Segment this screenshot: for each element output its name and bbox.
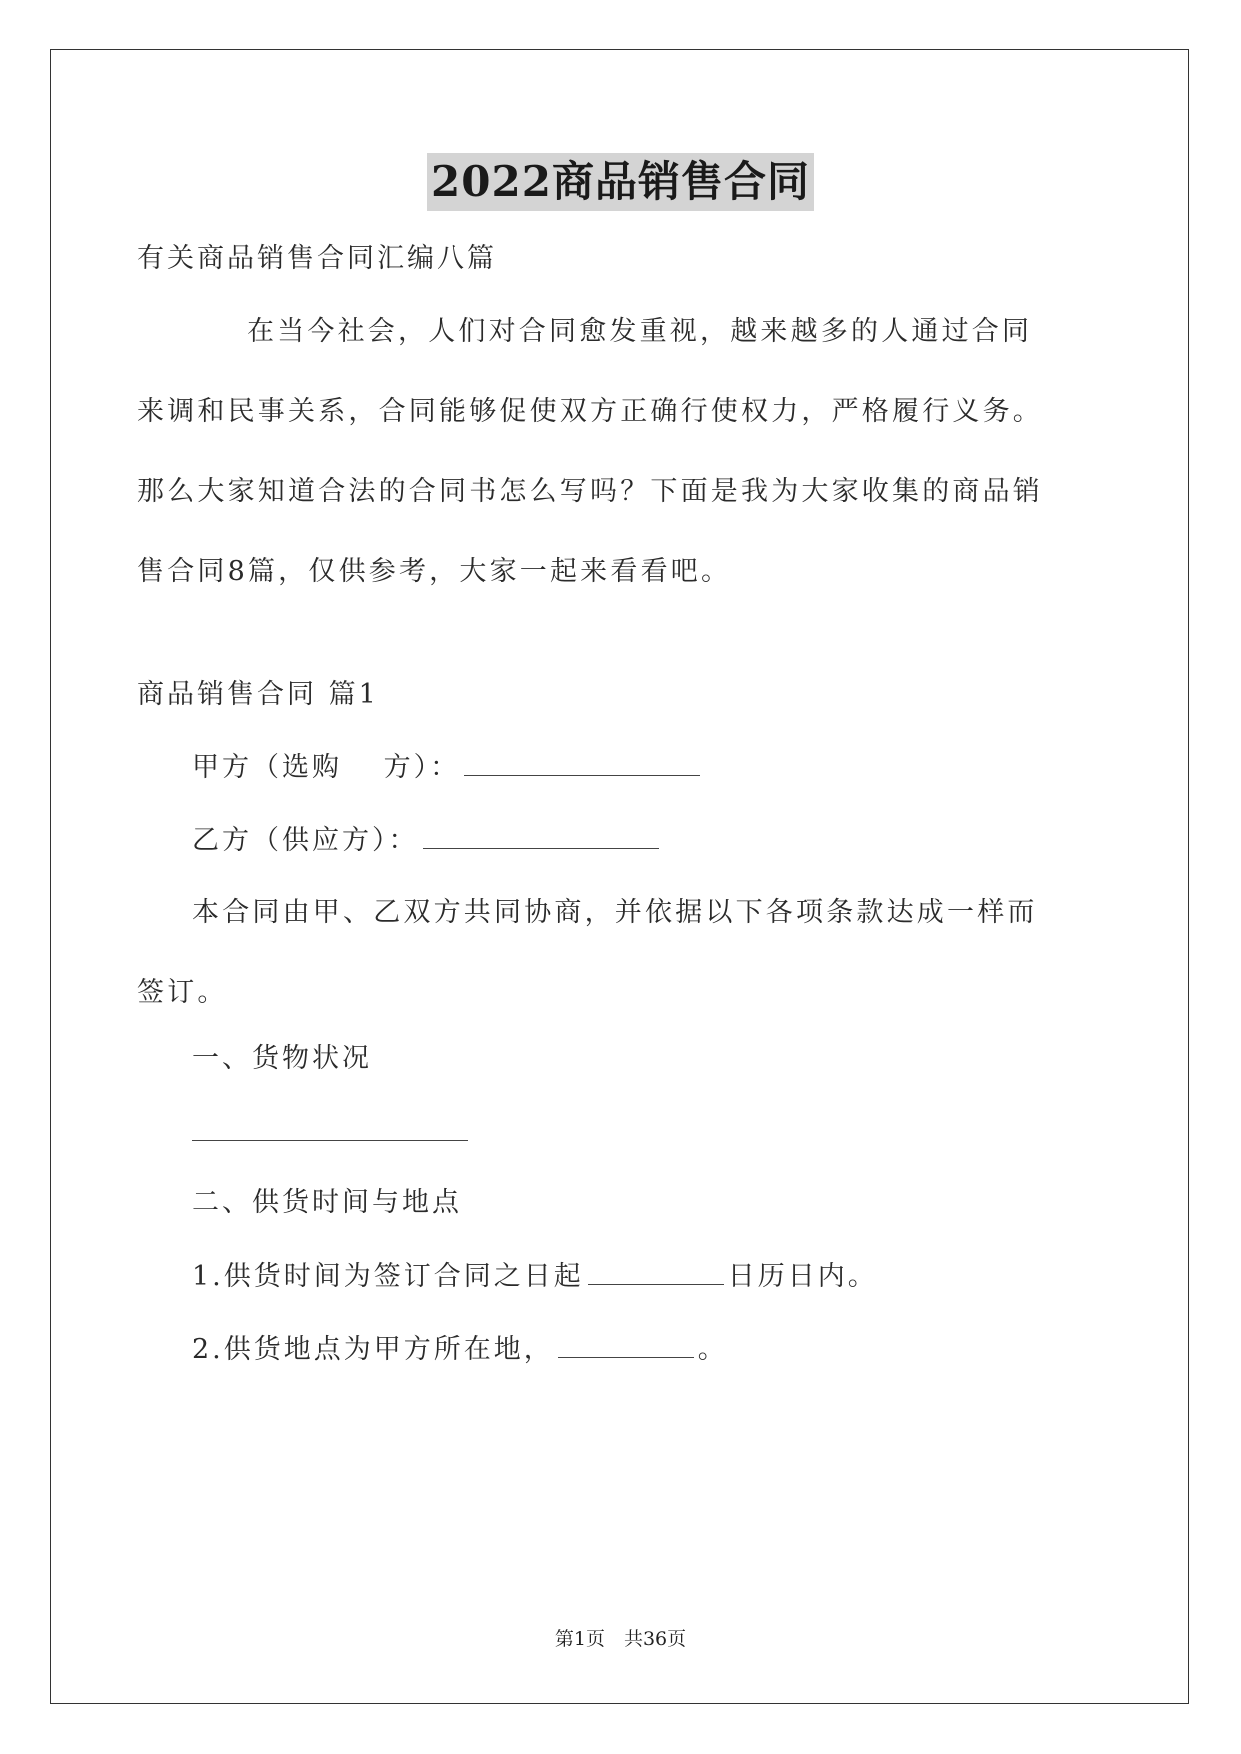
clause-2-item-2 xyxy=(192,1330,728,1370)
item-2-suffix: 。 xyxy=(697,1334,728,1365)
page-footer: 第1页 共36页 xyxy=(554,1628,687,1650)
item-2-text: 2.供货地点为甲方所在地， xyxy=(192,1334,554,1365)
intro-line-2: 来调和民事关系，合同能够促使双方正确行使权力，严格履行义务。 xyxy=(137,396,1043,427)
party-a-blank[interactable] xyxy=(464,751,700,776)
clause-2-heading: 二、供货时间与地点 xyxy=(192,1187,462,1218)
item-1-text: 1.供货时间为签订合同之日起 xyxy=(192,1261,584,1292)
page-border xyxy=(50,49,1189,1704)
intro-paragraph xyxy=(137,312,1073,632)
document-title: 2022商品销售合同 xyxy=(427,153,814,211)
section-heading: 商品销售合同 篇1 xyxy=(137,679,379,710)
party-a-label: 甲方（选购 方）： xyxy=(192,752,461,783)
party-a-line xyxy=(192,748,704,788)
party-b-line xyxy=(192,821,663,861)
document-subtitle: 有关商品销售合同汇编八篇 xyxy=(137,243,497,274)
goods-blank-line[interactable] xyxy=(192,1140,468,1141)
item-1-blank[interactable] xyxy=(588,1260,724,1285)
party-b-label: 乙方（供应方）： xyxy=(192,825,419,856)
item-2-blank[interactable] xyxy=(558,1333,694,1358)
agreement-line-2: 签订。 xyxy=(137,977,228,1008)
clause-1-heading: 一、货物状况 xyxy=(192,1043,372,1074)
title-container xyxy=(0,153,1241,211)
intro-line-3: 那么大家知道合法的合同书怎么写吗？下面是我为大家收集的商品销 xyxy=(137,476,1043,507)
intro-line-1: 在当今社会，人们对合同愈发重视，越来越多的人通过合同 xyxy=(247,316,1033,347)
agreement-line-1: 本合同由甲、乙双方共同协商，并依据以下各项条款达成一样而 xyxy=(192,897,1038,928)
item-1-suffix: 日历日内。 xyxy=(727,1261,878,1292)
intro-line-4: 售合同8篇，仅供参考，大家一起来看看吧。 xyxy=(137,556,732,587)
clause-2-item-1 xyxy=(192,1257,878,1297)
agreement-paragraph xyxy=(137,893,1073,1053)
party-b-blank[interactable] xyxy=(423,824,659,849)
